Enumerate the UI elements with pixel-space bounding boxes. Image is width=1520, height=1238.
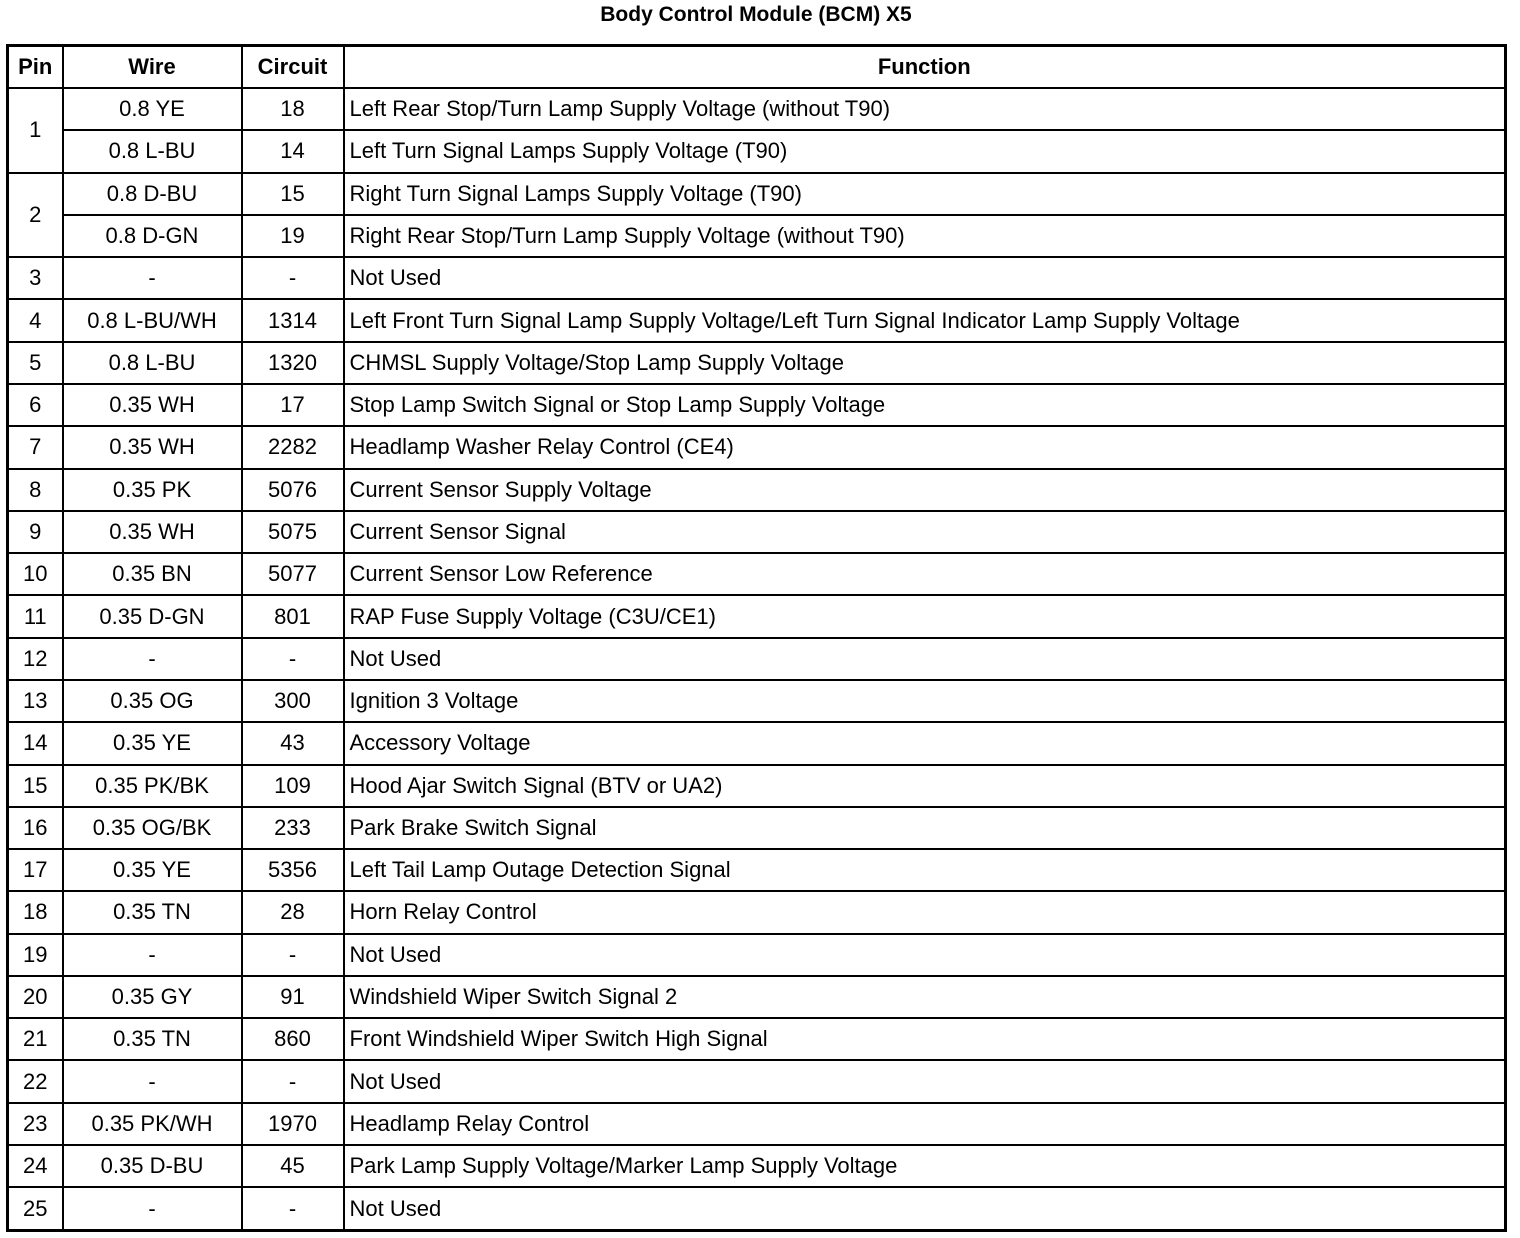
wire-cell: 0.8 D-GN [63,215,242,257]
wire-cell: 0.35 OG [63,680,242,722]
circuit-cell: 5076 [242,469,344,511]
wire-cell: - [63,1187,242,1230]
pin-cell: 7 [8,426,63,468]
pin-cell: 3 [8,257,63,299]
function-cell: Left Front Turn Signal Lamp Supply Voltage/Left Turn Signal Indicator Lamp Supply Voltage [344,299,1506,341]
wire-cell: 0.35 PK/BK [63,765,242,807]
table-row [8,215,1506,257]
wire-cell: 0.8 L-BU [63,130,242,172]
circuit-cell: 18 [242,88,344,130]
function-cell: Windshield Wiper Switch Signal 2 [344,976,1506,1018]
connector-pinout-table [6,44,1507,1232]
pin-cell: 19 [8,934,63,976]
column-header-circuit: Circuit [242,46,344,89]
function-cell: Not Used [344,638,1506,680]
function-cell: Park Brake Switch Signal [344,807,1506,849]
circuit-cell: 45 [242,1145,344,1187]
pin-cell: 12 [8,638,63,680]
table-row [8,553,1506,595]
circuit-cell: 109 [242,765,344,807]
function-cell: Current Sensor Supply Voltage [344,469,1506,511]
function-cell: Horn Relay Control [344,891,1506,933]
table-row [8,469,1506,511]
wire-cell: 0.35 YE [63,849,242,891]
function-cell: Hood Ajar Switch Signal (BTV or UA2) [344,765,1506,807]
pin-cell: 6 [8,384,63,426]
circuit-cell: 233 [242,807,344,849]
pin-cell: 23 [8,1103,63,1145]
circuit-cell: 43 [242,722,344,764]
function-cell: Left Rear Stop/Turn Lamp Supply Voltage (without T90) [344,88,1506,130]
pin-cell: 10 [8,553,63,595]
pin-cell: 2 [8,173,63,258]
table-row [8,88,1506,130]
table-row [8,765,1506,807]
circuit-cell: - [242,1187,344,1230]
table-row [8,1018,1506,1060]
function-cell: Accessory Voltage [344,722,1506,764]
table-row [8,1145,1506,1187]
pin-cell: 5 [8,342,63,384]
table-row [8,511,1506,553]
pin-cell: 17 [8,849,63,891]
function-cell: Current Sensor Signal [344,511,1506,553]
table-row [8,680,1506,722]
wire-cell: 0.8 L-BU [63,342,242,384]
function-cell: Headlamp Relay Control [344,1103,1506,1145]
table-row [8,1187,1506,1230]
wire-cell: 0.35 TN [63,891,242,933]
function-cell: Current Sensor Low Reference [344,553,1506,595]
pin-cell: 18 [8,891,63,933]
column-header-pin: Pin [8,46,63,89]
table-row [8,638,1506,680]
wire-cell: 0.35 WH [63,384,242,426]
table-row [8,807,1506,849]
function-cell: Right Rear Stop/Turn Lamp Supply Voltage (without T90) [344,215,1506,257]
wire-cell: 0.35 OG/BK [63,807,242,849]
wire-cell: 0.35 D-BU [63,1145,242,1187]
circuit-cell: 1320 [242,342,344,384]
table-row [8,173,1506,215]
table-row [8,299,1506,341]
table-row [8,1060,1506,1102]
circuit-cell: 19 [242,215,344,257]
column-header-wire: Wire [63,46,242,89]
function-cell: Left Turn Signal Lamps Supply Voltage (T90) [344,130,1506,172]
pin-cell: 14 [8,722,63,764]
wire-cell: 0.35 WH [63,426,242,468]
wire-cell: 0.35 GY [63,976,242,1018]
table-row [8,130,1506,172]
circuit-cell: 17 [242,384,344,426]
column-header-function: Function [344,46,1506,89]
pin-cell: 22 [8,1060,63,1102]
wire-cell: 0.8 YE [63,88,242,130]
wire-cell: - [63,934,242,976]
table-row [8,595,1506,637]
function-cell: Left Tail Lamp Outage Detection Signal [344,849,1506,891]
table-row [8,426,1506,468]
table-header-row [8,46,1506,89]
circuit-cell: - [242,934,344,976]
circuit-cell: 801 [242,595,344,637]
wire-cell: 0.35 D-GN [63,595,242,637]
pin-cell: 20 [8,976,63,1018]
function-cell: Not Used [344,934,1506,976]
wire-cell: 0.8 D-BU [63,173,242,215]
wire-cell: - [63,1060,242,1102]
function-cell: Park Lamp Supply Voltage/Marker Lamp Supply Voltage [344,1145,1506,1187]
circuit-cell: 28 [242,891,344,933]
wire-cell: 0.35 WH [63,511,242,553]
function-cell: RAP Fuse Supply Voltage (C3U/CE1) [344,595,1506,637]
wire-cell: 0.35 PK/WH [63,1103,242,1145]
table-row [8,934,1506,976]
wire-cell: 0.35 BN [63,553,242,595]
circuit-cell: 91 [242,976,344,1018]
table-row [8,257,1506,299]
function-cell: CHMSL Supply Voltage/Stop Lamp Supply Voltage [344,342,1506,384]
table-row [8,891,1506,933]
circuit-cell: 14 [242,130,344,172]
wire-cell: - [63,257,242,299]
wire-cell: 0.35 TN [63,1018,242,1060]
circuit-cell: 1314 [242,299,344,341]
table-row [8,342,1506,384]
pin-cell: 8 [8,469,63,511]
function-cell: Stop Lamp Switch Signal or Stop Lamp Supply Voltage [344,384,1506,426]
circuit-cell: 860 [242,1018,344,1060]
wire-cell: 0.8 L-BU/WH [63,299,242,341]
function-cell: Not Used [344,257,1506,299]
document-title: Body Control Module (BCM) X5 [600,3,912,26]
pin-cell: 13 [8,680,63,722]
function-cell: Not Used [344,1060,1506,1102]
pin-cell: 15 [8,765,63,807]
table-row [8,722,1506,764]
circuit-cell: 1970 [242,1103,344,1145]
circuit-cell: - [242,638,344,680]
circuit-cell: - [242,257,344,299]
pin-cell: 25 [8,1187,63,1230]
function-cell: Ignition 3 Voltage [344,680,1506,722]
pin-cell: 1 [8,88,63,173]
circuit-cell: 5356 [242,849,344,891]
function-cell: Front Windshield Wiper Switch High Signal [344,1018,1506,1060]
circuit-cell: 5075 [242,511,344,553]
table-row [8,384,1506,426]
circuit-cell: 15 [242,173,344,215]
pin-cell: 4 [8,299,63,341]
circuit-cell: 300 [242,680,344,722]
function-cell: Headlamp Washer Relay Control (CE4) [344,426,1506,468]
pin-cell: 16 [8,807,63,849]
wire-cell: 0.35 PK [63,469,242,511]
pin-cell: 11 [8,595,63,637]
function-cell: Not Used [344,1187,1506,1230]
function-cell: Right Turn Signal Lamps Supply Voltage (T90) [344,173,1506,215]
table-row [8,1103,1506,1145]
wire-cell: 0.35 YE [63,722,242,764]
circuit-cell: 2282 [242,426,344,468]
pin-cell: 9 [8,511,63,553]
table-row [8,849,1506,891]
pin-cell: 24 [8,1145,63,1187]
wire-cell: - [63,638,242,680]
circuit-cell: 5077 [242,553,344,595]
table-row [8,976,1506,1018]
pin-cell: 21 [8,1018,63,1060]
circuit-cell: - [242,1060,344,1102]
